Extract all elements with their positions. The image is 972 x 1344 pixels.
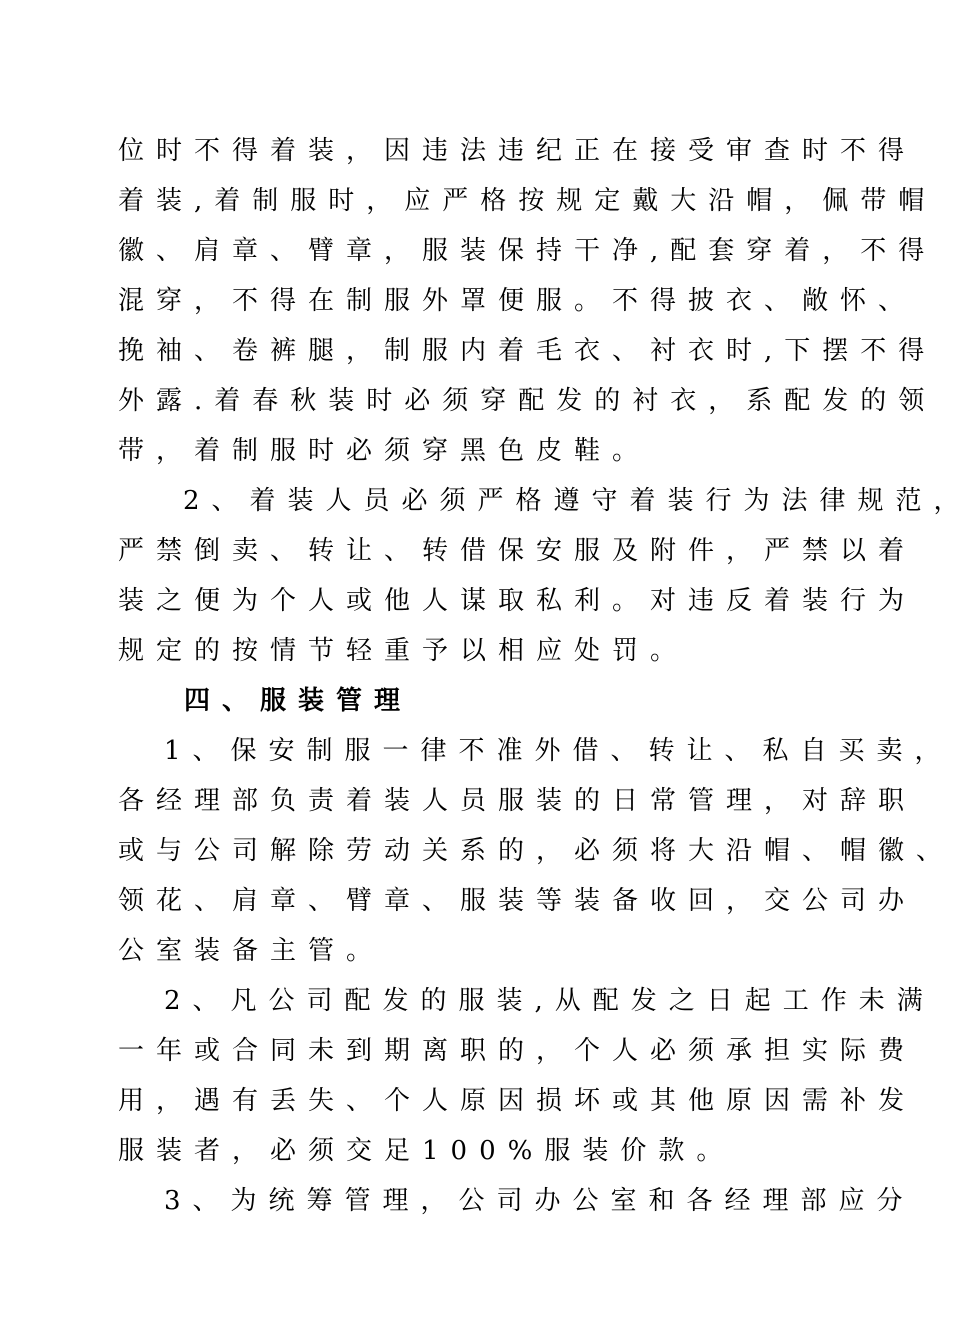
text-line: 或与公司解除劳动关系的，必须将大沿帽、帽徽、 [118,836,955,866]
text-line: 用，遇有丢失、个人原因损坏或其他原因需补发 [118,1086,917,1116]
section-heading: 四、服装管理 [184,686,413,716]
text-line: 严禁倒卖、转让、转借保安服及附件，严禁以着 [118,536,917,566]
text-line: 外露.着春秋装时必须穿配发的衬衣，系配发的领 [118,386,937,416]
text-line: 服装者，必须交足100%服装价款。 [118,1136,735,1166]
text-line: 装之便为个人或他人谋取私利。对违反着装行为 [118,586,917,616]
paragraph-first-line: 1、保安制服一律不准外借、转让、私自买卖， [164,736,953,766]
paragraph-first-line: 2、凡公司配发的服装,从配发之日起工作未满 [164,986,935,1016]
text-line: 挽袖、卷裤腿，制服内着毛衣、衬衣时,下摆不得 [118,336,937,366]
text-line: 徽、肩章、臂章，服装保持干净,配套穿着，不得 [118,236,937,266]
text-line: 着装,着制服时，应严格按规定戴大沿帽，佩带帽 [118,186,937,216]
paragraph-first-line: 3、为统筹管理，公司办公室和各经理部应分 [164,1186,915,1216]
text-line: 公室装备主管。 [118,936,385,966]
text-line: 带，着制服时必须穿黑色皮鞋。 [118,436,651,466]
text-line: 领花、肩章、臂章、服装等装备收回，交公司办 [118,886,917,916]
text-line: 位时不得着装，因违法违纪正在接受审查时不得 [118,136,917,166]
text-line: 规定的按情节轻重予以相应处罚。 [118,636,689,666]
paragraph-first-line: 2、着装人员必须严格遵守着装行为法律规范， [183,486,972,516]
text-line: 混穿，不得在制服外罩便服。不得披衣、敞怀、 [118,286,917,316]
text-line: 一年或合同未到期离职的，个人必须承担实际费 [118,1036,917,1066]
text-line: 各经理部负责着装人员服装的日常管理，对辞职 [118,786,917,816]
